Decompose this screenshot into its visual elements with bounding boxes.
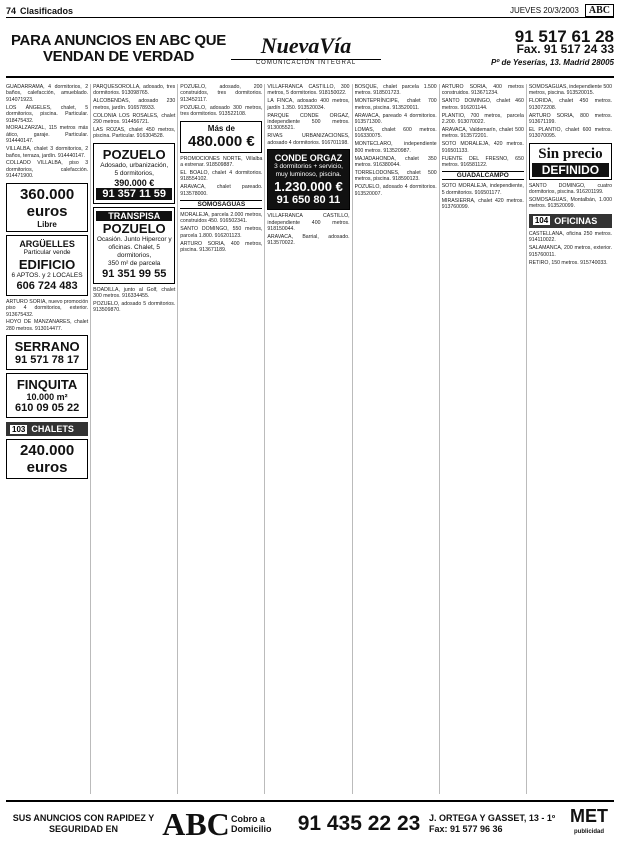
classified-ad: GUADARRAMA, 4 dormitorios, 2 baños, calefacción, amueblado. 914071923. [6,84,89,103]
arguelles-phone: 606 724 483 [16,279,78,292]
finquita-ad [6,373,88,418]
arguelles-ad [6,235,88,296]
column-6 [442,84,527,794]
classified-ad: COLLADO VILLALBA, piso 3 dormitorios, calefacción. 914471900. [6,160,89,180]
price-value: 480.000 € [187,132,255,150]
price-value: 240.000 euros [19,442,75,477]
classified-ad: LAS ROZAS, chalet 450 metros, piscina. Particular. 916304528. [93,126,176,140]
classified-ad: SALAMANCA, 200 metros, exterior. 915760011. [528,245,612,258]
price-box [6,439,88,479]
finquita-phone: 610 09 05 22 [14,402,80,415]
publication-date: JUEVES 20/3/2003 [509,6,579,15]
classified-ad: PARQUESOROLLA, adosado, tres dormitorios. 913098765. [93,84,176,97]
ad-list [180,212,262,253]
footer-abc-logo: ABC [162,805,230,842]
classified-ad: PROMOCIONES NORTE, Villalba a estrenar. 918509887. [180,155,263,168]
column-3 [180,84,265,794]
section-number: 103 [12,424,26,434]
transpisa-line: POZUELO [102,220,166,236]
footer-met-logo [564,808,614,840]
transpisa-title: TRANSPISA [96,211,172,221]
agency-fax: Fax. 91 517 24 33 [516,41,614,56]
sub-heading: GUADALCAMPO [442,171,524,180]
section-number: 104 [534,216,549,226]
classified-ad: ARTURO SORIA, 800 metros. 913671199. [528,112,612,126]
classified-ad: VILLAFRANCA CASTILLO, 300 metros, 5 dormitorios. 918150022. [267,84,350,97]
classified-ad: HOYO DE MANZANARES, chalet 280 metros. 913014477. [6,319,89,332]
classified-ad: FUENTE DEL FRESNO, 650 metros. 916581122. [441,155,524,168]
classified-ad: POZUELO, adosado, 200 construidos, tres dormitorios. 913452117. [180,84,263,103]
classified-ad: ARTURO SORIA, 400 metros, piscina. 913671189. [180,240,263,253]
column-4 [267,84,352,794]
classified-ad: MONTEPRÍNCIPE, chalet 700 metros, piscina. 913520011. [354,98,437,111]
ad-list [442,84,524,168]
classified-ad: MONTECLARO, independiente 800 metros. 913520987. [354,141,437,154]
pozuelo-line: 390.000 € [114,177,155,188]
classified-ad: EL BOALO, chalet 4 dormitorios. 918554102. [180,169,263,183]
column-2 [93,84,178,794]
price-box [6,183,88,232]
classified-ad: COLONIA LOS ROSALES, chalet 290 metros. 914456721. [93,112,176,126]
section-label: CHALETS [31,424,74,435]
agency-subtitle: COMUNICACIÓN INTEGRAL [231,59,381,66]
section-header-oficinas [529,214,612,228]
classified-ad: LOS ÁNGELES, chalet, 5 dormitorios, piscina. Particular. 918475432. [6,104,89,124]
arguelles-line: EDIFICIO [18,256,76,272]
orgaz-title: CONDE ORGAZ [274,153,343,164]
pozuelo-phone: 91 357 11 59 [96,188,172,200]
orgaz-line: muy luminoso, piscina. [275,171,342,179]
agency-brand [231,33,381,66]
sub-heading: SOMOSAGUAS [180,200,262,209]
page-number: 74 [6,5,17,16]
classified-ad: VILLAFRANCA CASTILLO, independiente 400 metros. 918150044. [267,213,350,232]
conde-orgaz-ad [267,149,349,210]
arguelles-line: 6 APTOS. y 2 LOCALES [11,271,83,279]
classified-ad: POZUELO, adosado 5 dormitorios. 913509870. [93,301,176,314]
classifieds-grid [6,84,614,794]
transpisa-ad [93,207,175,284]
ad-list [355,84,437,197]
header-advertisement [6,22,614,78]
classified-ad: BOSQUE, chalet parcela 1.500 metros. 918501723. [354,84,437,97]
classified-ad: POZUELO, adosado 4 dormitorios. 913520007. [354,184,437,197]
ad-list [180,84,262,118]
classified-ad: RIVAS URBANIZACIONES, adosado 4 dormitorios. 916701198. [267,133,350,146]
classified-ad: PARQUE CONDE ORGAZ, independiente 500 metros. 913005521. [267,112,350,132]
footer-address: J. ORTEGA Y GASSET, 13 - 1º Fax: 91 577 96 36 [429,813,556,834]
transpisa-line: 350 m² de parcela [108,259,161,267]
orgaz-phone: 91 650 80 11 [276,194,341,207]
pozuelo-line: Adosado, urbanización, [100,161,169,169]
arguelles-line: Particular vende [23,248,71,256]
footer-advertisement [6,800,614,846]
classified-ad: ARAVACA, pareado 4 dormitorios. 913571300. [354,112,437,126]
agency-contact [381,26,614,69]
met-sub: publicidad [574,829,604,835]
ad-list [6,299,88,333]
serrano-ad [6,335,88,370]
agency-name: NuevaVía [260,32,352,58]
pozuelo-ad [93,143,175,204]
classified-ad: ARAVACA, chalet pareado. 913578000. [180,184,263,197]
classified-ad: MIRASIERRA, chalet 420 metros. 913760099. [441,197,524,211]
ad-list [93,287,175,314]
ad-list [529,183,612,210]
classified-ad: SOTO MORALEJA, 420 metros. 916501133. [441,141,524,154]
classified-ad: PLANTIO, 700 metros, parcela 2.200. 913070022. [441,112,524,126]
serrano-phone: 91 571 78 17 [14,354,80,367]
orgaz-price: 1.230.000 € [274,179,343,195]
classified-ad: SANTO DOMINGO, cuatro dormitorios, piscina. 916201199. [528,182,612,196]
sin-precio-banner [529,143,612,180]
classified-ad: RETIRO, 150 metros. 915740033. [528,259,608,266]
ad-list [267,213,349,247]
footer-phone: 91 435 22 23 [297,812,421,835]
classified-ad: ALCOBENDAS, adosado 230 metros, jardín. 916578933. [93,98,176,111]
classified-ad: SOTO MORALEJA, independiente, 5 dormitorios. 916501177. [441,183,524,196]
section-header-chalets [6,422,88,436]
header-headline: PARA ANUNCIOS EN ABC QUE VENDAN DE VERDAD [10,32,227,65]
classified-ad: ARAVACA, Barrial, adosado. 913570022. [267,233,350,247]
transpisa-phone: 91 351 99 55 [102,267,167,280]
arguelles-title: ARGÜELLES [19,238,75,249]
column-1 [6,84,91,794]
met-name: MET [570,806,608,826]
transpisa-line: oficinas. Chalet, 5 dormitorios, [108,243,161,259]
paper-logo: ABC [585,4,614,17]
price-prefix: Más de [207,123,235,133]
serrano-title: SERRANO [14,339,80,355]
column-5 [355,84,440,794]
classified-ad: LA FINCA, adosado 400 metros, jardín 1.350. 913520034. [267,98,350,111]
ad-list [267,84,349,146]
sin-precio-line: DEFINIDO [532,163,609,177]
section-name: Clasificados [20,5,74,16]
section-label: OFICINAS [554,215,598,226]
finquita-size: 10.000 m² [26,392,68,403]
classified-ad: LOMAS, chalet 600 metros. 916330075. [354,126,437,140]
ad-list [442,183,524,210]
agency-address: Pº de Yeserías, 13. Madrid 28005 [491,57,614,67]
ad-list [529,84,612,140]
transpisa-line: Ocasión. Junto Hipercor y [96,235,172,243]
finquita-title: FINQUITA [16,377,78,393]
classified-ad: MORALEJA, parcela 2.000 metros, construidos 450. 916502341. [180,211,263,225]
classified-ad: ARAVACA, Valdemarín, chalet 500 metros. 913572201. [441,126,524,140]
classified-ad: VILLALBA, chalet 3 dormitorios, 2 baños, terraza, jardín. 914440147. [6,146,89,159]
sin-precio-line: Sin precio [538,145,603,162]
classified-ad: SANTO DOMINGO, 550 metros, parcela 1.800. 916201123. [180,226,263,239]
classified-ad: SOMOSAGUAS, Montalbán, 1.000 metros. 913520099. [528,197,612,210]
classified-ad: TORRELODONES, chalet 500 metros, piscina. 918590123. [354,169,437,183]
price-value: 360.000 euros [19,185,75,220]
classified-ad: EL PLANTIO, chalet 600 metros. 913070095. [528,126,612,140]
ad-list [93,84,175,140]
footer-cobro: Cobro a Domicilio [231,814,272,834]
price-box [180,121,262,153]
classified-ad: MORALZARZAL, 115 metros más ático, garaje. Particular. 914440147. [6,125,89,145]
ad-list [6,84,88,180]
classified-ad: POZUELO, adosado 300 metros, tres dormitorios. 913522108. [180,104,263,118]
classified-ad: FLORIDA, chalet 450 metros. 913072208. [528,98,612,111]
classified-ad: SOMOSAGUAS, independiente 500 metros, piscina. 913520015. [528,84,612,97]
classified-ad: SANTO DOMINGO, chalet 460 metros. 916201144. [441,98,524,111]
price-note: Libre [37,219,57,229]
pozuelo-title: POZUELO [102,146,166,162]
page-topbar [6,4,614,18]
ad-list [529,231,612,266]
classified-ad: MAJADAHONDA, chalet 350 metros. 916380044. [354,155,437,168]
pozuelo-line: 5 dormitorios, [114,169,154,177]
classified-ad: ARTURO SORIA, 400 metros construidos. 913671234. [441,84,524,97]
footer-slogan: SUS ANUNCIOS CON RAPIDEZ Y SEGURIDAD EN [12,813,155,834]
classified-ad: CASTELLANA, oficina 250 metros. 914110022. [528,230,612,244]
ad-list [180,156,262,197]
column-7 [529,84,614,794]
orgaz-line: 3 dormitorios + servicio, [274,163,343,171]
agency-phone: 91 517 61 28 [514,26,614,46]
classified-ad: ARTURO SORIA, nuevo promoción piso 4 dormitorios, exterior. 913675432. [6,298,89,318]
classified-ad: BOADILLA, junto al Golf, chalet 300 metros. 916334455. [93,286,176,300]
